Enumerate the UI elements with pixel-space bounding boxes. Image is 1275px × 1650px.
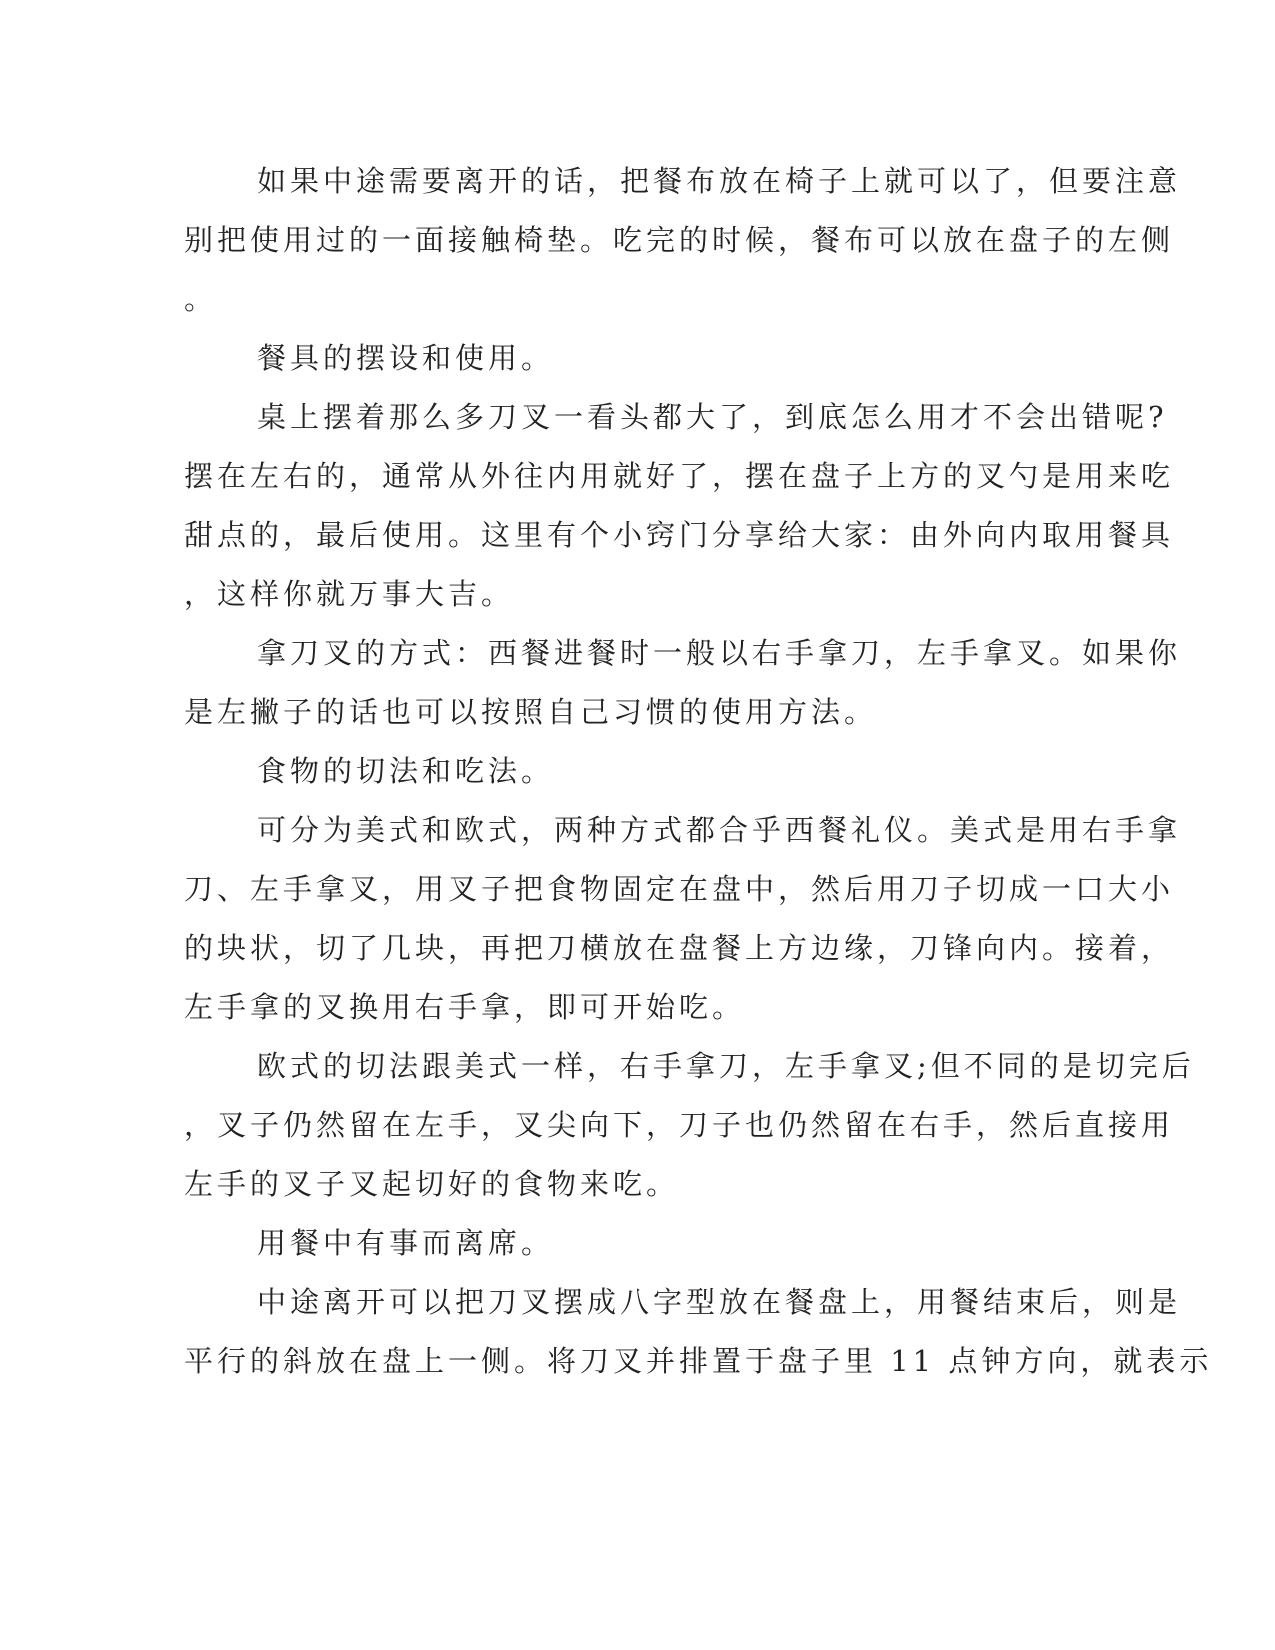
text-line: 左手的叉子叉起切好的食物来吃。 <box>184 1167 680 1201</box>
text-line: 欧式的切法跟美式一样，右手拿刀，左手拿叉;但不同的是切完后 <box>257 1049 1195 1083</box>
section-heading: 用餐中有事而离席。 <box>257 1226 555 1260</box>
text-line: 刀、左手拿叉，用叉子把食物固定在盘中，然后用刀子切成一口大小 <box>184 872 1175 906</box>
text-line: 中途离开可以把刀叉摆成八字型放在餐盘上，用餐结束后，则是 <box>257 1285 1182 1319</box>
text-line: 甜点的，最后使用。这里有个小窍门分享给大家：由外向内取用餐具 <box>184 518 1175 552</box>
text-line: 拿刀叉的方式：西餐进餐时一般以右手拿刀，左手拿叉。如果你 <box>257 636 1182 670</box>
text-line: ，这样你就万事大吉。 <box>184 577 515 611</box>
text-line: 的块状，切了几块，再把刀横放在盘餐上方边缘，刀锋向内。接着， <box>184 931 1175 965</box>
text-line: 平行的斜放在盘上一侧。将刀叉并排置于盘子里 11 点钟方向，就表示 <box>184 1344 1213 1378</box>
text-line: ，叉子仍然留在左手，叉尖向下，刀子也仍然留在右手，然后直接用 <box>184 1108 1175 1142</box>
text-line: 可分为美式和欧式，两种方式都合乎西餐礼仪。美式是用右手拿 <box>257 813 1182 847</box>
section-heading: 食物的切法和吃法。 <box>257 754 555 788</box>
body-text <box>184 152 1213 1391</box>
text-line: 摆在左右的，通常从外往内用就好了，摆在盘子上方的叉勺是用来吃 <box>184 459 1175 493</box>
text-line: 是左撇子的话也可以按照自己习惯的使用方法。 <box>184 695 878 729</box>
text-line: 别把使用过的一面接触椅垫。吃完的时候，餐布可以放在盘子的左侧 <box>184 223 1175 257</box>
text-line: 左手拿的叉换用右手拿，即可开始吃。 <box>184 990 746 1024</box>
section-heading: 餐具的摆设和使用。 <box>257 341 555 375</box>
text-line: 桌上摆着那么多刀叉一看头都大了，到底怎么用才不会出错呢? <box>257 400 1168 434</box>
text-line: 。 <box>184 282 218 316</box>
text-line: 如果中途需要离开的话，把餐布放在椅子上就可以了，但要注意 <box>257 164 1182 198</box>
